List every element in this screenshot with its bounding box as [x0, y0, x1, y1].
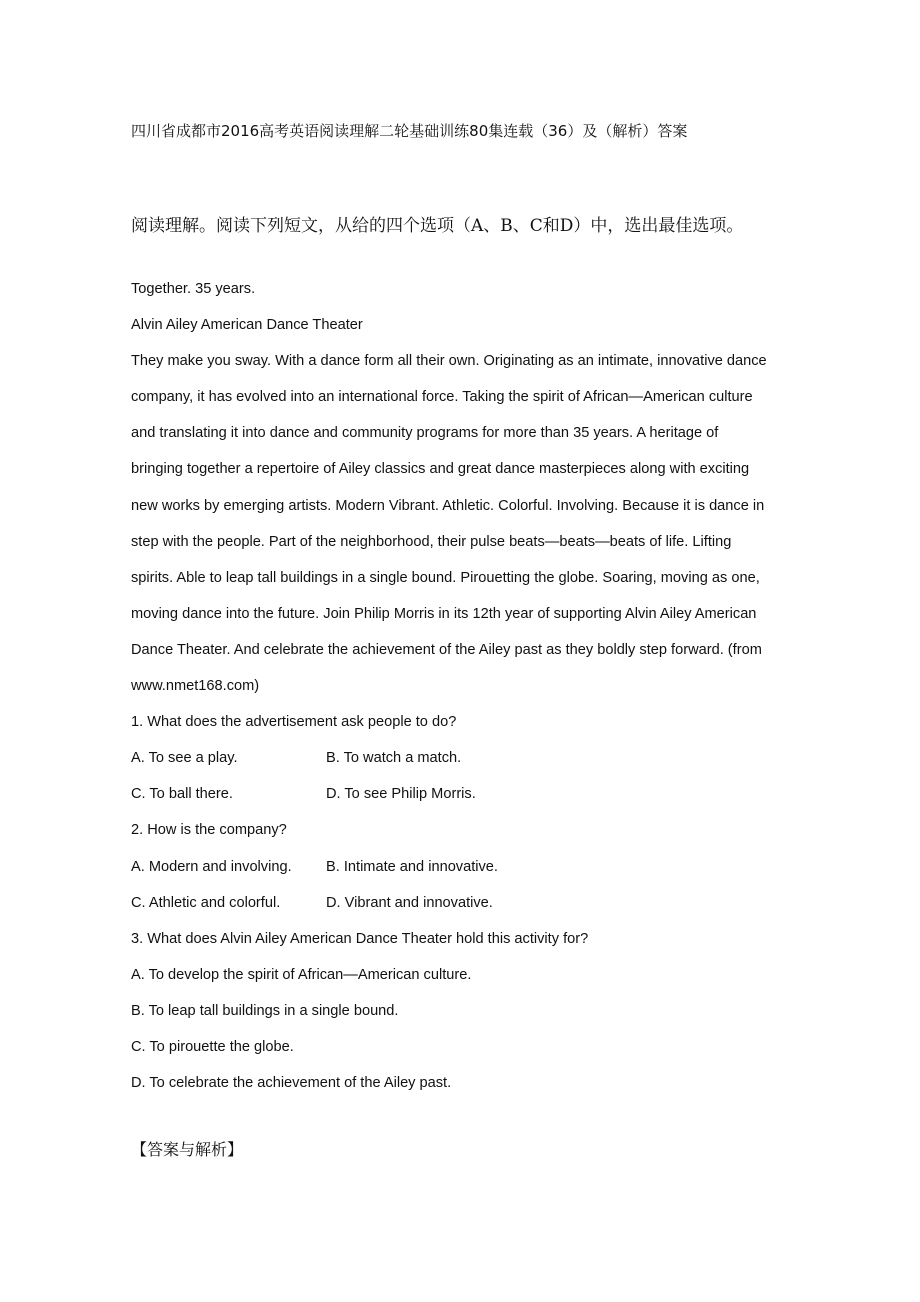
option-b: B. Intimate and innovative.	[326, 858, 498, 875]
answer-heading: 【答案与解析】	[131, 1140, 244, 1159]
option-c: C. To pirouette the globe.	[131, 1038, 294, 1055]
question-1: 1. What does the advertisement ask people to do?	[131, 714, 457, 731]
passage-line: and translating it into dance and community programs for more than 35 years. A heritage of	[131, 425, 719, 442]
options-row	[131, 885, 767, 921]
passage-line: They make you sway. With a dance form all their own. Originating as an intimate, innovative dance	[131, 353, 767, 370]
passage-line: new works by emerging artists. Modern Vibrant. Athletic. Colorful. Involving. Because it is dance in	[131, 497, 765, 514]
option-a: A. To see a play.	[131, 750, 238, 767]
instruction: 阅读理解。阅读下列短文，从给的四个选项（A、B、C和D）中，选出最佳选项。	[131, 216, 744, 236]
option-d: D. Vibrant and innovative.	[326, 894, 493, 911]
passage-line: Dance Theater. And celebrate the achievement of the Ailey past as they boldly step forward. (from	[131, 641, 762, 658]
passage-line: www.nmet168.com)	[131, 678, 260, 695]
passage-line: step with the people. Part of the neighborhood, their pulse beats—beats—beats of life. Lifting	[131, 533, 732, 550]
options-row	[131, 740, 767, 776]
passage-line: bringing together a repertoire of Ailey classics and great dance masterpieces along with exciting	[131, 461, 750, 478]
passage-line: Alvin Ailey American Dance Theater	[131, 317, 363, 334]
passage-line: moving dance into the future. Join Philip Morris in its 12th year of supporting Alvin Ailey American	[131, 605, 757, 622]
option-b: B. To leap tall buildings in a single bound.	[131, 1002, 399, 1019]
question-2: 2. How is the company?	[131, 822, 287, 839]
passage-line: spirits. Able to leap tall buildings in a single bound. Pirouetting the globe. Soaring, moving as one,	[131, 569, 760, 586]
option-c: C. To ball there.	[131, 786, 233, 803]
option-a: A. To develop the spirit of African—American culture.	[131, 966, 472, 983]
option-d: D. To see Philip Morris.	[326, 786, 476, 803]
option-b: B. To watch a match.	[326, 750, 462, 767]
passage-line: Together. 35 years.	[131, 281, 256, 297]
options-row	[131, 849, 767, 885]
options-row	[131, 776, 767, 812]
question-3: 3. What does Alvin Ailey American Dance Theater hold this activity for?	[131, 930, 589, 947]
document-body	[131, 271, 767, 1101]
passage-line: company, it has evolved into an international force. Taking the spirit of African—American culture	[131, 389, 753, 406]
option-d: D. To celebrate the achievement of the Ailey past.	[131, 1075, 452, 1092]
document-title: 四川省成都市2016高考英语阅读理解二轮基础训练80集连载（36）及（解析）答案	[131, 122, 688, 140]
option-a: A. Modern and involving.	[131, 858, 292, 875]
option-c: C. Athletic and colorful.	[131, 894, 281, 911]
